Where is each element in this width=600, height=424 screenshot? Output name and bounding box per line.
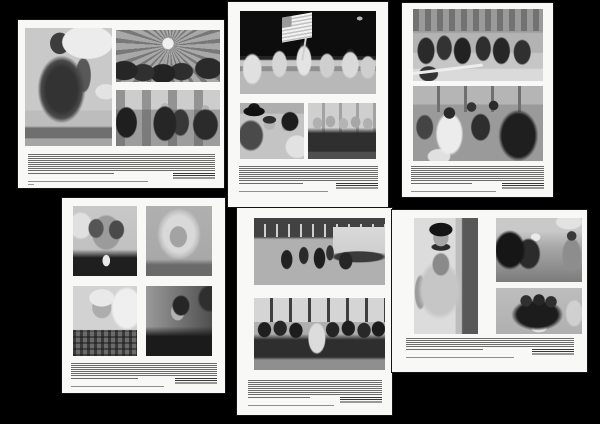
caption-block	[239, 166, 378, 192]
portrait-older-man-suit	[73, 206, 137, 276]
photo-man-with-duffel-bag	[25, 28, 112, 146]
photo-kids-on-bench	[254, 298, 385, 370]
permission-line	[28, 181, 148, 182]
photo-team-on-bench	[413, 9, 543, 81]
photo-crew-huddle	[496, 288, 582, 334]
press-sheet-bottom-middle	[237, 208, 392, 415]
page-number-mark	[28, 184, 34, 185]
permission-line	[248, 405, 334, 406]
caption-last-line	[406, 349, 483, 351]
caption-last-line	[248, 397, 310, 399]
caption-paragraph	[406, 338, 574, 348]
permission-line	[411, 191, 496, 192]
portrait-young-woman	[146, 206, 212, 276]
photo-credit-block	[340, 397, 382, 403]
caption-paragraph	[239, 166, 378, 182]
caption-paragraph	[71, 363, 217, 377]
permission-line	[406, 357, 514, 358]
photo-street-hockey	[254, 218, 385, 285]
caption-block	[406, 338, 574, 358]
photo-flag-skater-arena	[240, 11, 376, 94]
caption-last-line	[71, 378, 138, 380]
caption-block	[71, 363, 217, 387]
caption-block	[411, 166, 544, 192]
photo-kids-cheering-mural	[116, 30, 220, 82]
caption-paragraph	[28, 154, 215, 172]
caption-block	[248, 380, 382, 406]
photo-credit-block	[175, 378, 217, 384]
permission-line	[71, 386, 164, 387]
photo-credit-block	[532, 349, 574, 355]
press-sheet-top-middle	[228, 2, 388, 207]
caption-last-line	[239, 183, 303, 185]
photo-credit-block	[502, 183, 544, 189]
press-sheet-bottom-left	[62, 198, 225, 393]
photo-team-walking	[116, 90, 220, 146]
caption-paragraph	[248, 380, 382, 396]
caption-paragraph	[411, 166, 544, 182]
portrait-white-haired-man	[73, 286, 137, 356]
american-flag	[282, 13, 312, 43]
press-sheet-bottom-right	[392, 210, 587, 372]
photo-cowboy-hat-man-kids	[240, 103, 304, 159]
press-sheet-top-right	[402, 3, 553, 197]
permission-line	[239, 191, 328, 192]
photo-camera-crew	[496, 218, 582, 282]
bench-railing	[413, 63, 483, 75]
caption-last-line	[28, 173, 114, 175]
press-sheet-top-left	[18, 20, 224, 188]
photo-credit-block	[173, 173, 215, 179]
photo-players-by-glass	[308, 103, 376, 159]
caption-block	[28, 154, 215, 185]
portrait-buzz-cut-man	[146, 286, 212, 356]
photo-director-in-cap	[414, 218, 478, 334]
photo-credit-block	[336, 183, 378, 189]
photo-ducks-players-goalie	[413, 86, 543, 161]
caption-last-line	[411, 183, 472, 185]
